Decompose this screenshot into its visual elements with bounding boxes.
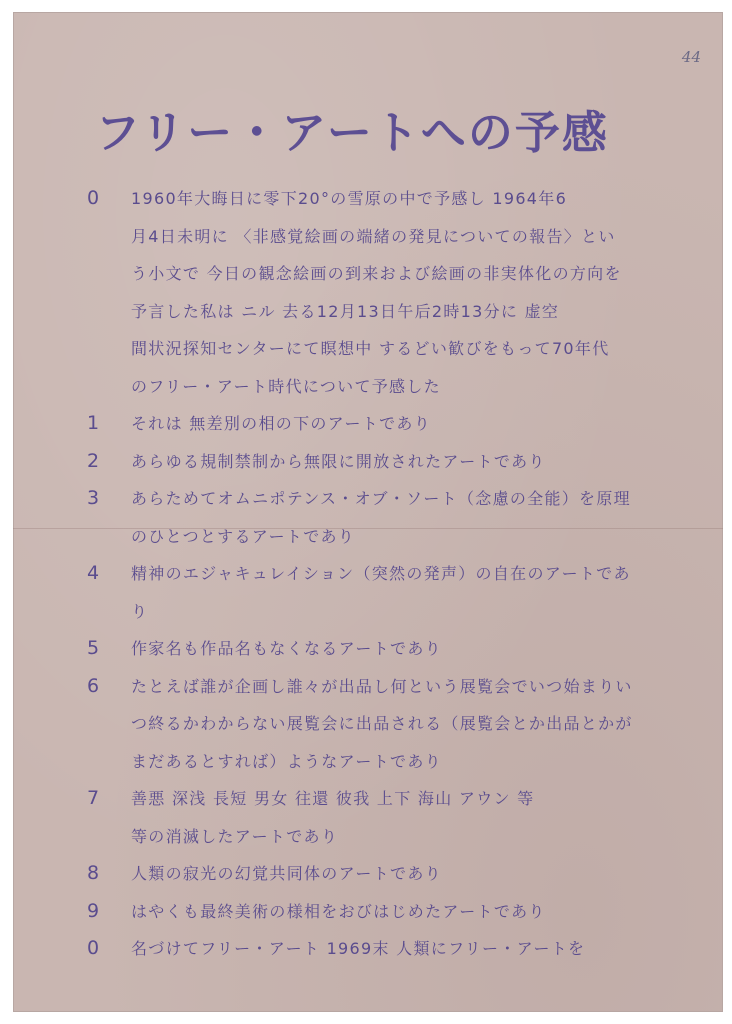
line-text: たとえば誰が企画し誰々が出品し何という展覧会でいつ始まりい bbox=[131, 676, 633, 696]
line-text: 人類の寂光の幻覚共同体のアートであり bbox=[131, 864, 442, 883]
text-line bbox=[87, 255, 687, 293]
line-text: 作家名も作品名もなくなるアートであり bbox=[131, 639, 442, 658]
line-text: はやくも最終美術の様相をおびはじめたアートであり bbox=[131, 901, 546, 921]
line-number: 3 bbox=[87, 487, 100, 509]
line-text: あらためてオムニポテンス・オブ・ソート（念慮の全能）を原理 bbox=[131, 489, 631, 508]
line-text: あらゆる規制禁制から無限に開放されたアートであり bbox=[131, 451, 546, 471]
page-number: 44 bbox=[681, 48, 701, 66]
line-text: 等の消滅したアートであり bbox=[131, 826, 339, 846]
text-line bbox=[87, 443, 687, 481]
line-number: 5 bbox=[87, 637, 100, 659]
line-number: 8 bbox=[87, 862, 100, 884]
line-text: 予言した私は ニル 去る12月13日午后2時13分に 虚空 bbox=[131, 301, 560, 321]
text-line bbox=[87, 893, 687, 931]
manifesto-text bbox=[87, 180, 687, 968]
text-line bbox=[87, 780, 687, 818]
text-line bbox=[87, 743, 687, 781]
text-line bbox=[87, 818, 687, 856]
line-text: 名づけてフリー・アート 1969末 人類にフリー・アートを bbox=[131, 939, 586, 958]
line-text: のひとつとするアートであり bbox=[131, 526, 356, 546]
text-line bbox=[87, 518, 687, 556]
line-text: つ終るかわからない展覧会に出品される（展覧会とか出品とかが bbox=[131, 714, 633, 733]
text-line bbox=[87, 630, 687, 668]
line-number: 2 bbox=[87, 449, 100, 472]
line-text: 精神のエジャキュレイション（突然の発声）の自在のアートであ bbox=[131, 564, 631, 583]
line-number: 0 bbox=[87, 937, 100, 959]
line-number: 4 bbox=[87, 562, 100, 584]
text-line bbox=[87, 218, 687, 256]
line-number: 7 bbox=[87, 787, 100, 809]
page-title: フリー・アートへの予感 bbox=[95, 106, 609, 159]
document-page bbox=[13, 12, 723, 1012]
text-line bbox=[87, 668, 687, 706]
text-line bbox=[87, 368, 687, 406]
text-line bbox=[87, 293, 687, 331]
text-line bbox=[87, 180, 687, 218]
line-text: う小文で 今日の観念絵画の到来および絵画の非実体化の方向を bbox=[131, 264, 622, 283]
line-text: それは 無差別の相の下のアートであり bbox=[131, 414, 432, 433]
line-text: 間状況探知センターにて瞑想中 するどい歓びをもって70年代 bbox=[131, 339, 610, 358]
text-line bbox=[87, 405, 687, 443]
text-line bbox=[87, 855, 687, 893]
text-line bbox=[87, 555, 687, 593]
text-line bbox=[87, 705, 687, 743]
line-number: 1 bbox=[87, 412, 100, 434]
line-text: り bbox=[131, 601, 149, 621]
line-text: 月4日未明に 〈非感覚絵画の端緒の発見についての報告〉とい bbox=[131, 226, 616, 246]
text-line bbox=[87, 593, 687, 631]
text-line bbox=[87, 480, 687, 518]
line-text: まだあるとすれば）ようなアートであり bbox=[131, 751, 442, 771]
line-number: 6 bbox=[87, 674, 100, 697]
line-text: 1960年大晦日に零下20°の雪原の中で予感し 1964年6 bbox=[131, 189, 568, 208]
line-text: 善悪 深浅 長短 男女 往還 彼我 上下 海山 アウン 等 bbox=[131, 789, 535, 808]
text-line bbox=[87, 930, 687, 968]
line-text: のフリー・アート時代について予感した bbox=[131, 376, 441, 396]
text-line bbox=[87, 330, 687, 368]
line-number: 0 bbox=[87, 187, 100, 209]
line-number: 9 bbox=[87, 899, 100, 922]
